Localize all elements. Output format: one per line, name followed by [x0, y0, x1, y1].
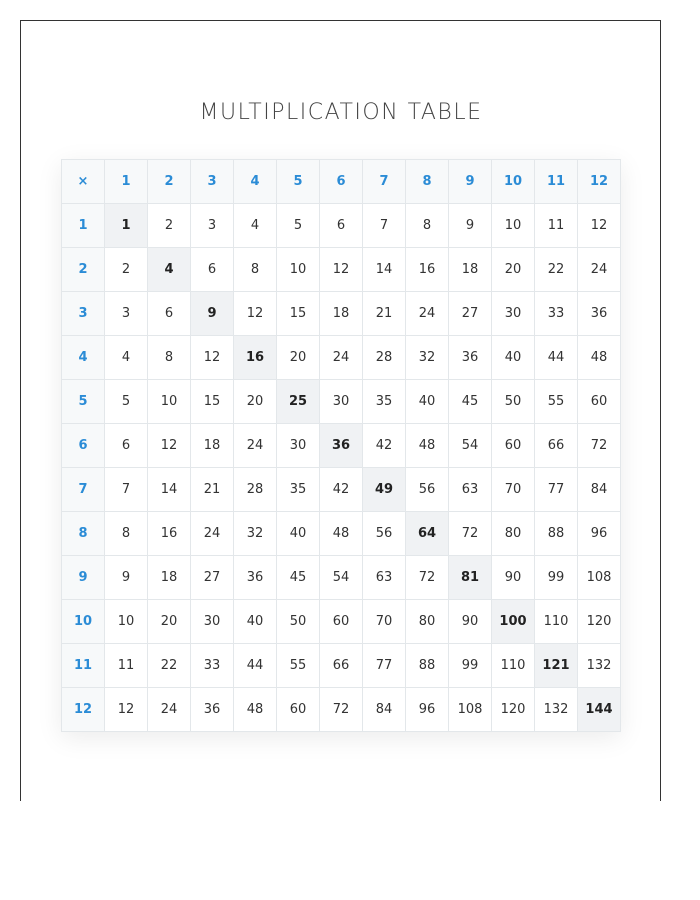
product-cell: 24 [234, 424, 277, 468]
row-header-1: 1 [62, 204, 105, 248]
product-cell: 66 [535, 424, 578, 468]
product-cell: 14 [363, 248, 406, 292]
product-cell: 21 [191, 468, 234, 512]
product-cell: 5 [105, 380, 148, 424]
column-header-9: 9 [449, 160, 492, 204]
product-cell: 36 [234, 556, 277, 600]
row-header-8: 8 [62, 512, 105, 556]
square-cell: 49 [363, 468, 406, 512]
product-cell: 36 [191, 688, 234, 732]
product-cell: 56 [363, 512, 406, 556]
product-cell: 8 [105, 512, 148, 556]
product-cell: 60 [320, 600, 363, 644]
product-cell: 90 [492, 556, 535, 600]
product-cell: 8 [148, 336, 191, 380]
product-cell: 56 [406, 468, 449, 512]
product-cell: 55 [277, 644, 320, 688]
multiplication-table [61, 159, 621, 732]
product-cell: 15 [191, 380, 234, 424]
product-cell: 8 [234, 248, 277, 292]
product-cell: 36 [578, 292, 621, 336]
product-cell: 12 [105, 688, 148, 732]
row-header-5: 5 [62, 380, 105, 424]
square-cell: 121 [535, 644, 578, 688]
corner-cell: × [62, 160, 105, 204]
product-cell: 54 [320, 556, 363, 600]
product-cell: 4 [234, 204, 277, 248]
table-row [62, 380, 621, 424]
product-cell: 72 [406, 556, 449, 600]
product-cell: 24 [406, 292, 449, 336]
column-header-3: 3 [191, 160, 234, 204]
product-cell: 33 [191, 644, 234, 688]
table-row [62, 468, 621, 512]
product-cell: 12 [578, 204, 621, 248]
product-cell: 55 [535, 380, 578, 424]
product-cell: 15 [277, 292, 320, 336]
column-header-4: 4 [234, 160, 277, 204]
product-cell: 3 [191, 204, 234, 248]
square-cell: 25 [277, 380, 320, 424]
product-cell: 96 [578, 512, 621, 556]
column-header-6: 6 [320, 160, 363, 204]
table-row [62, 424, 621, 468]
product-cell: 80 [492, 512, 535, 556]
product-cell: 40 [492, 336, 535, 380]
product-cell: 30 [191, 600, 234, 644]
header-row [62, 160, 621, 204]
product-cell: 12 [234, 292, 277, 336]
product-cell: 24 [148, 688, 191, 732]
column-header-5: 5 [277, 160, 320, 204]
table-row [62, 600, 621, 644]
product-cell: 48 [234, 688, 277, 732]
product-cell: 6 [191, 248, 234, 292]
product-cell: 22 [535, 248, 578, 292]
column-header-8: 8 [406, 160, 449, 204]
multiplication-table-container [61, 159, 621, 732]
square-cell: 1 [105, 204, 148, 248]
product-cell: 7 [105, 468, 148, 512]
product-cell: 99 [535, 556, 578, 600]
product-cell: 110 [535, 600, 578, 644]
product-cell: 72 [320, 688, 363, 732]
product-cell: 18 [148, 556, 191, 600]
product-cell: 60 [578, 380, 621, 424]
product-cell: 12 [191, 336, 234, 380]
product-cell: 18 [449, 248, 492, 292]
product-cell: 90 [449, 600, 492, 644]
square-cell: 36 [320, 424, 363, 468]
product-cell: 40 [406, 380, 449, 424]
column-header-2: 2 [148, 160, 191, 204]
product-cell: 63 [449, 468, 492, 512]
product-cell: 4 [105, 336, 148, 380]
column-header-7: 7 [363, 160, 406, 204]
square-cell: 9 [191, 292, 234, 336]
table-row [62, 688, 621, 732]
product-cell: 32 [406, 336, 449, 380]
square-cell: 64 [406, 512, 449, 556]
product-cell: 3 [105, 292, 148, 336]
product-cell: 20 [492, 248, 535, 292]
product-cell: 12 [320, 248, 363, 292]
product-cell: 10 [277, 248, 320, 292]
product-cell: 110 [492, 644, 535, 688]
product-cell: 20 [148, 600, 191, 644]
product-cell: 24 [578, 248, 621, 292]
product-cell: 18 [320, 292, 363, 336]
product-cell: 48 [406, 424, 449, 468]
product-cell: 7 [363, 204, 406, 248]
product-cell: 9 [449, 204, 492, 248]
product-cell: 24 [320, 336, 363, 380]
page-title: MULTIPLICATION TABLE [199, 100, 483, 125]
product-cell: 40 [277, 512, 320, 556]
product-cell: 40 [234, 600, 277, 644]
table-row [62, 512, 621, 556]
column-header-10: 10 [492, 160, 535, 204]
product-cell: 10 [148, 380, 191, 424]
product-cell: 66 [320, 644, 363, 688]
table-row [62, 248, 621, 292]
product-cell: 20 [277, 336, 320, 380]
row-header-2: 2 [62, 248, 105, 292]
row-header-4: 4 [62, 336, 105, 380]
product-cell: 12 [148, 424, 191, 468]
row-header-11: 11 [62, 644, 105, 688]
product-cell: 77 [535, 468, 578, 512]
product-cell: 14 [148, 468, 191, 512]
product-cell: 99 [449, 644, 492, 688]
product-cell: 48 [578, 336, 621, 380]
product-cell: 2 [148, 204, 191, 248]
row-header-6: 6 [62, 424, 105, 468]
product-cell: 11 [105, 644, 148, 688]
square-cell: 4 [148, 248, 191, 292]
product-cell: 80 [406, 600, 449, 644]
row-header-12: 12 [62, 688, 105, 732]
row-header-10: 10 [62, 600, 105, 644]
row-header-7: 7 [62, 468, 105, 512]
column-header-11: 11 [535, 160, 578, 204]
product-cell: 16 [148, 512, 191, 556]
product-cell: 132 [578, 644, 621, 688]
product-cell: 32 [234, 512, 277, 556]
product-cell: 50 [492, 380, 535, 424]
product-cell: 22 [148, 644, 191, 688]
product-cell: 30 [492, 292, 535, 336]
product-cell: 60 [492, 424, 535, 468]
product-cell: 35 [363, 380, 406, 424]
table-body [62, 204, 621, 732]
table-row [62, 204, 621, 248]
product-cell: 132 [535, 688, 578, 732]
product-cell: 88 [406, 644, 449, 688]
table-row [62, 644, 621, 688]
product-cell: 84 [578, 468, 621, 512]
product-cell: 42 [320, 468, 363, 512]
table-row [62, 292, 621, 336]
product-cell: 27 [449, 292, 492, 336]
product-cell: 33 [535, 292, 578, 336]
product-cell: 16 [406, 248, 449, 292]
product-cell: 96 [406, 688, 449, 732]
column-header-12: 12 [578, 160, 621, 204]
product-cell: 28 [234, 468, 277, 512]
product-cell: 8 [406, 204, 449, 248]
column-header-1: 1 [105, 160, 148, 204]
product-cell: 108 [578, 556, 621, 600]
product-cell: 10 [105, 600, 148, 644]
product-cell: 70 [363, 600, 406, 644]
product-cell: 120 [492, 688, 535, 732]
product-cell: 44 [535, 336, 578, 380]
product-cell: 6 [105, 424, 148, 468]
product-cell: 60 [277, 688, 320, 732]
product-cell: 70 [492, 468, 535, 512]
product-cell: 28 [363, 336, 406, 380]
product-cell: 84 [363, 688, 406, 732]
product-cell: 44 [234, 644, 277, 688]
product-cell: 24 [191, 512, 234, 556]
square-cell: 100 [492, 600, 535, 644]
product-cell: 88 [535, 512, 578, 556]
product-cell: 54 [449, 424, 492, 468]
product-cell: 120 [578, 600, 621, 644]
product-cell: 108 [449, 688, 492, 732]
product-cell: 10 [492, 204, 535, 248]
product-cell: 20 [234, 380, 277, 424]
product-cell: 30 [320, 380, 363, 424]
product-cell: 2 [105, 248, 148, 292]
product-cell: 30 [277, 424, 320, 468]
row-header-9: 9 [62, 556, 105, 600]
product-cell: 42 [363, 424, 406, 468]
table-row [62, 336, 621, 380]
table-row [62, 556, 621, 600]
product-cell: 36 [449, 336, 492, 380]
product-cell: 72 [449, 512, 492, 556]
square-cell: 16 [234, 336, 277, 380]
product-cell: 27 [191, 556, 234, 600]
product-cell: 45 [449, 380, 492, 424]
product-cell: 11 [535, 204, 578, 248]
product-cell: 6 [148, 292, 191, 336]
product-cell: 18 [191, 424, 234, 468]
product-cell: 63 [363, 556, 406, 600]
product-cell: 6 [320, 204, 363, 248]
row-header-3: 3 [62, 292, 105, 336]
square-cell: 144 [578, 688, 621, 732]
product-cell: 21 [363, 292, 406, 336]
product-cell: 45 [277, 556, 320, 600]
product-cell: 9 [105, 556, 148, 600]
square-cell: 81 [449, 556, 492, 600]
product-cell: 77 [363, 644, 406, 688]
product-cell: 50 [277, 600, 320, 644]
product-cell: 35 [277, 468, 320, 512]
product-cell: 72 [578, 424, 621, 468]
product-cell: 5 [277, 204, 320, 248]
product-cell: 48 [320, 512, 363, 556]
